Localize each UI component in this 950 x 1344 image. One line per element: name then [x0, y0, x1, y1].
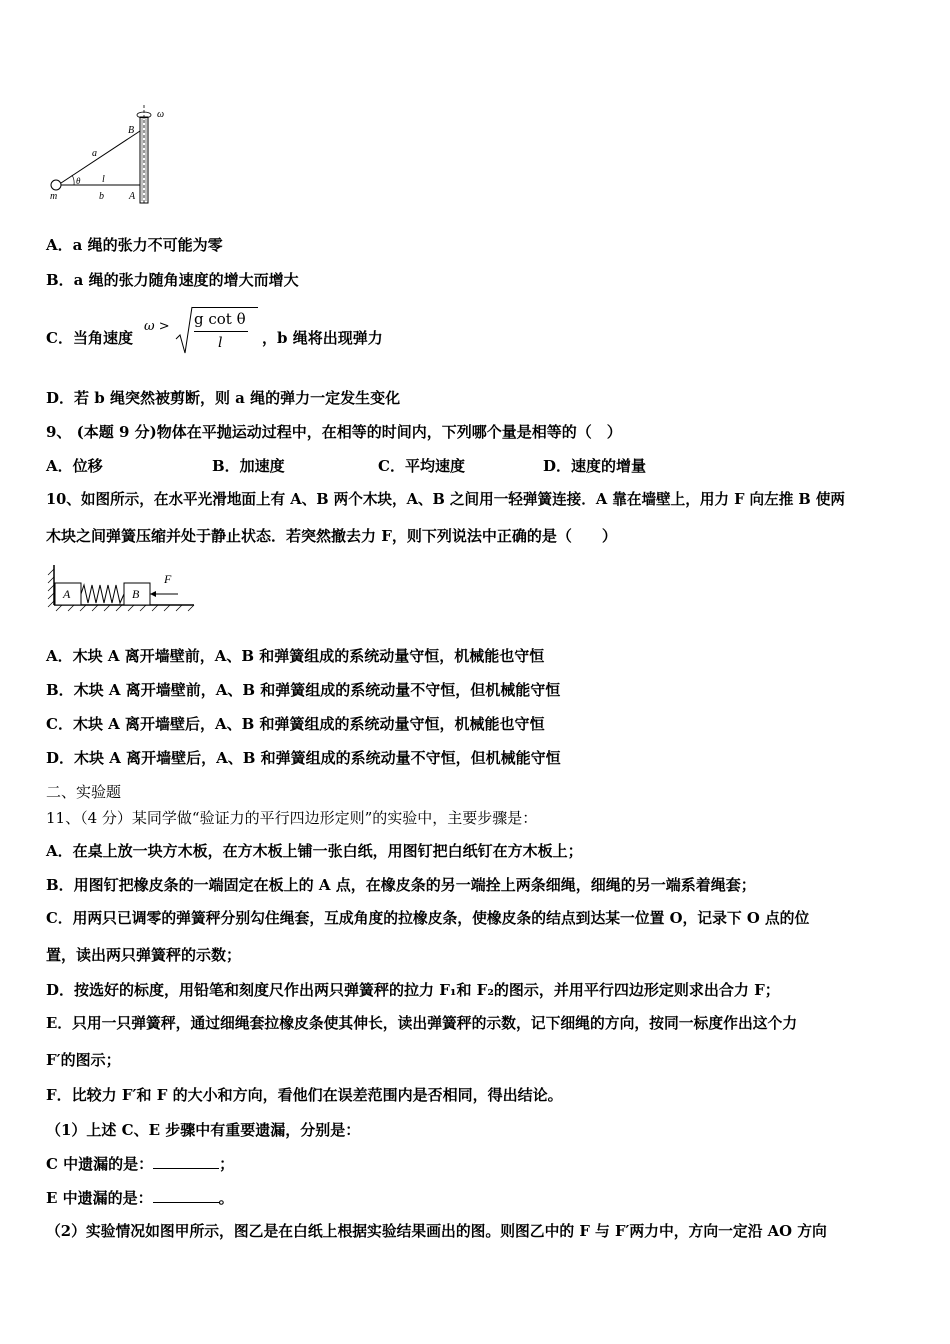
q9-option-a: A．位移 — [46, 457, 103, 475]
label-B: B — [128, 125, 135, 136]
q9-stem: 9、 (本题 9 分)物体在平抛运动过程中，在相等的时间内，下列哪个量是相等的（ ） — [46, 423, 622, 441]
q11-part1-e-label: E 中遗漏的是： — [46, 1189, 153, 1207]
q11-step-c-line2: 置，读出两只弹簧秤的示数； — [46, 946, 242, 964]
q11-step-a: A．在桌上放一块方木板，在方木板上铺一张白纸，用图钉把白纸钉在方木板上； — [46, 842, 583, 860]
block-b-label: B — [132, 587, 140, 601]
formula-omega: ω > — [144, 319, 170, 334]
q8-option-a: A．a 绳的张力不可能为零 — [46, 236, 223, 254]
q10-stem-line1: 10、如图所示，在水平光滑地面上有 A、B 两个木块，A、B 之间用一轻弹簧连接．A 靠在墙壁上，用力 F 向左推 B 使两 — [46, 491, 846, 508]
rotating-rod-figure — [44, 105, 174, 210]
q11-part1-c — [46, 1154, 234, 1174]
formula-denominator: l — [218, 335, 223, 351]
spring-blocks-figure — [46, 563, 196, 613]
q10-option-b: B．木块 A 离开墙壁前，A、B 和弹簧组成的系统动量不守恒，但机械能守恒 — [46, 681, 561, 699]
q9-option-d: D．速度的增量 — [543, 457, 647, 475]
label-omega: ω — [157, 109, 165, 120]
label-A: A — [129, 191, 136, 202]
q11-part1: （1）上述 C、E 步骤中有重要遗漏，分别是： — [46, 1121, 361, 1139]
q11-part1-c-end: ； — [219, 1155, 235, 1173]
omega-formula — [144, 305, 262, 357]
formula-numerator: g cot θ — [194, 310, 246, 328]
q8-option-b: B．a 绳的张力随角速度的增大而增大 — [46, 271, 299, 289]
q11-step-d: D．按选好的标度，用铅笔和刻度尺作出两只弹簧秤的拉力 F₁和 F₂的图示，并用平行四边形定则求出合力 F； — [46, 981, 780, 999]
label-m: m — [50, 191, 58, 202]
q11-step-c-line1: C．用两只已调零的弹簧秤分别勾住绳套，互成角度的拉橡皮条，使橡皮条的结点到达某一位置 O，记录下 O 点的位 — [46, 910, 810, 927]
label-b: b — [99, 191, 104, 202]
q11-part1-e — [46, 1188, 234, 1208]
section-heading: 二、实验题 — [46, 783, 122, 801]
q8-option-c — [46, 328, 133, 348]
label-l: l — [102, 174, 105, 185]
q11-part1-e-end: 。 — [218, 1189, 234, 1207]
q8-option-c-suffix: ，b 绳将出现弹力 — [262, 329, 383, 347]
label-theta: θ — [76, 176, 81, 186]
sqrt-sign — [174, 305, 194, 357]
q11-step-f: F．比较力 F′和 F 的大小和方向，看他们在误差范围内是否相同，得出结论。 — [46, 1086, 563, 1104]
q10-option-a: A．木块 A 离开墙壁前，A、B 和弹簧组成的系统动量守恒，机械能也守恒 — [46, 647, 545, 665]
q11-stem: 11、（4 分）某同学做“验证力的平行四边形定则”的实验中，主要步骤是： — [46, 809, 538, 827]
label-a: a — [92, 148, 97, 159]
q11-step-e-line2: F′的图示； — [46, 1051, 121, 1069]
answer-blank-e[interactable] — [153, 1188, 219, 1203]
q9-option-b: B．加速度 — [212, 457, 285, 475]
q10-option-d: D．木块 A 离开墙壁后，A、B 和弹簧组成的系统动量不守恒，但机械能守恒 — [46, 749, 561, 767]
q8-option-c-prefix: C．当角速度 — [46, 329, 133, 347]
q11-part2: （2）实验情况如图甲所示，图乙是在白纸上根据实验结果画出的图。则图乙中的 F 与 F′两力中，方向一定沿 AO 方向 — [46, 1223, 827, 1240]
q10-stem-line2: 木块之间弹簧压缩并处于静止状态．若突然撤去力 F，则下列说法中正确的是（ ） — [46, 527, 617, 545]
q8-option-d: D．若 b 绳突然被剪断，则 a 绳的弹力一定发生变化 — [46, 389, 401, 407]
q9-option-c: C．平均速度 — [378, 457, 465, 475]
q10-option-c: C．木块 A 离开墙壁后，A、B 和弹簧组成的系统动量守恒，机械能也守恒 — [46, 715, 545, 733]
force-label: F — [164, 572, 172, 586]
block-a-label: A — [63, 587, 71, 601]
q11-step-b: B．用图钉把橡皮条的一端固定在板上的 A 点，在橡皮条的另一端拴上两条细绳，细绳的另一端系着绳套； — [46, 876, 756, 894]
q11-step-e-line1: E．只用一只弹簧秤，通过细绳套拉橡皮条使其伸长，读出弹簧秤的示数，记下细绳的方向，按同一标度作出这个力 — [46, 1015, 798, 1032]
q11-part1-c-label: C 中遗漏的是： — [46, 1155, 154, 1173]
answer-blank-c[interactable] — [153, 1154, 219, 1169]
